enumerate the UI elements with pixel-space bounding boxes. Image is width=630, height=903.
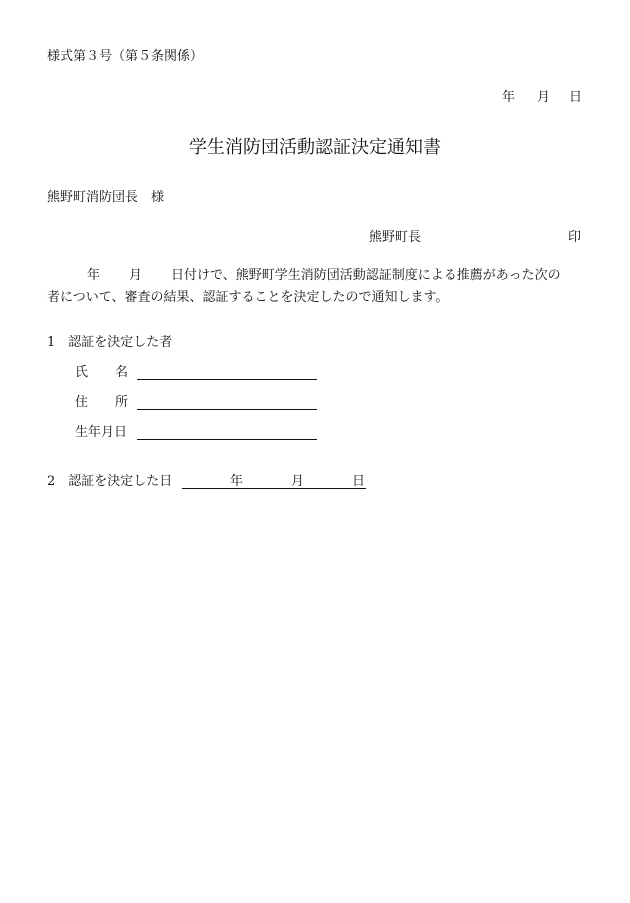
field-name-label-a: 氏 <box>75 365 89 380</box>
form-number: 様式第３号（第５条関係） <box>47 49 204 64</box>
addressee: 熊野町消防団長 様 <box>47 190 165 205</box>
body-month: 月 <box>129 268 143 283</box>
field-name-label-b: 名 <box>115 365 129 380</box>
field-address-label-a: 住 <box>75 395 89 410</box>
field-birthdate-line[interactable] <box>137 439 317 440</box>
body-line2: 者について、審査の結果、認証することを決定したので通知します。 <box>47 290 449 305</box>
date-month: 月 <box>537 90 551 105</box>
date-day: 日 <box>569 90 583 105</box>
decision-date-month: 月 <box>291 474 305 489</box>
date-year: 年 <box>502 90 516 105</box>
field-birthdate-label: 生年月日 <box>75 425 128 440</box>
field-address-line[interactable] <box>137 409 317 410</box>
decision-date-line <box>182 488 366 489</box>
field-name-line[interactable] <box>137 379 317 380</box>
seal-mark: 印 <box>568 230 582 245</box>
issuer: 熊野町長 <box>369 230 422 245</box>
document-title: 学生消防団活動認証決定通知書 <box>189 137 441 158</box>
field-address-label-b: 所 <box>115 395 129 410</box>
body-line1-rest: 日付けで、熊野町学生消防団活動認証制度による推薦があった次の <box>171 268 561 283</box>
decision-date-day: 日 <box>352 474 366 489</box>
section1-heading: 1 認証を決定した者 <box>47 335 173 350</box>
section2-heading: 2 認証を決定した日 <box>47 474 173 489</box>
decision-date-year: 年 <box>230 474 244 489</box>
body-year: 年 <box>87 268 101 283</box>
